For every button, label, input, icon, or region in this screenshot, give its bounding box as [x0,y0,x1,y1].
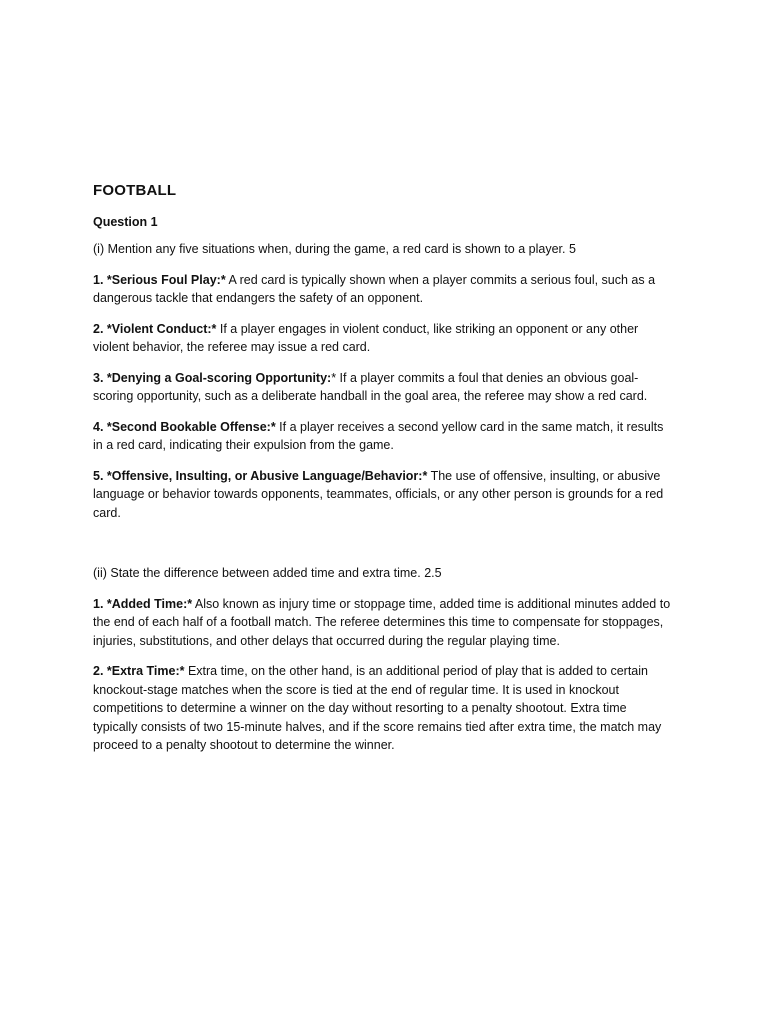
part2-item-2 [93,662,674,755]
item-lead: 3. *Denying a Goal-scoring Opportunity: [93,370,332,385]
part2-item-1 [93,595,674,651]
part2-prompt: (ii) State the difference between added time and extra time. 2.5 [93,566,442,580]
item-text: Extra time, on the other hand, is an additional period of play that is added to certain knockout-stage matches when the score is tied at the end of regular time. It is used in knockout competitions to determine a winner on the day without resorting to a penalty shootout. Extra time typically consists of two 15-minute halves, and if the score remains tied after extra time, the match may proceed to a penalty shootout to determine the winner. [93,664,662,752]
part1-item-3 [93,369,674,406]
item-text: If a player engages in violent conduct, like striking an opponent or any other violent behavior, the referee may issue a red card. [93,321,639,354]
part1-item-4 [93,418,674,455]
item-text: If a player receives a second yellow card in the same match, it results in a red card, indicating their expulsion from the game. [93,419,664,452]
item-text: A red card is typically shown when a player commits a serious foul, such as a dangerous tackle that endangers the safety of an opponent. [93,272,656,305]
item-lead: 1. *Serious Foul Play:* [93,272,226,287]
part1-prompt: (i) Mention any five situations when, during the game, a red card is shown to a player. 5 [93,242,576,256]
item-lead: 4. *Second Bookable Offense:* [93,419,276,434]
item-lead: 5. *Offensive, Insulting, or Abusive Language/Behavior:* [93,468,428,483]
item-text: Also known as injury time or stoppage time, added time is additional minutes added to the end of each half of a football match. The referee determines this time to compensate for stoppages, injuries, substitutions, and other delays that occurred during the regular playing time. [93,596,671,648]
item-lead: 1. *Added Time:* [93,596,193,611]
part1-item-2 [93,320,674,357]
item-lead: 2. *Violent Conduct:* [93,321,217,336]
document-title: FOOTBALL [93,182,177,199]
item-text: The use of offensive, insulting, or abusive language or behavior towards opponents, teammates, officials, or any other person is grounds for a red card. [93,468,664,520]
item-lead: 2. *Extra Time:* [93,664,185,678]
section-spacer [93,534,674,564]
question-heading: Question 1 [93,215,158,229]
part1-item-5 [93,467,674,523]
item-text: * If a player commits a foul that denies an obvious goal-scoring opportunity, such as a deliberate handball in the goal area, the referee may show a red card. [93,370,648,403]
part1-item-1 [93,271,674,308]
